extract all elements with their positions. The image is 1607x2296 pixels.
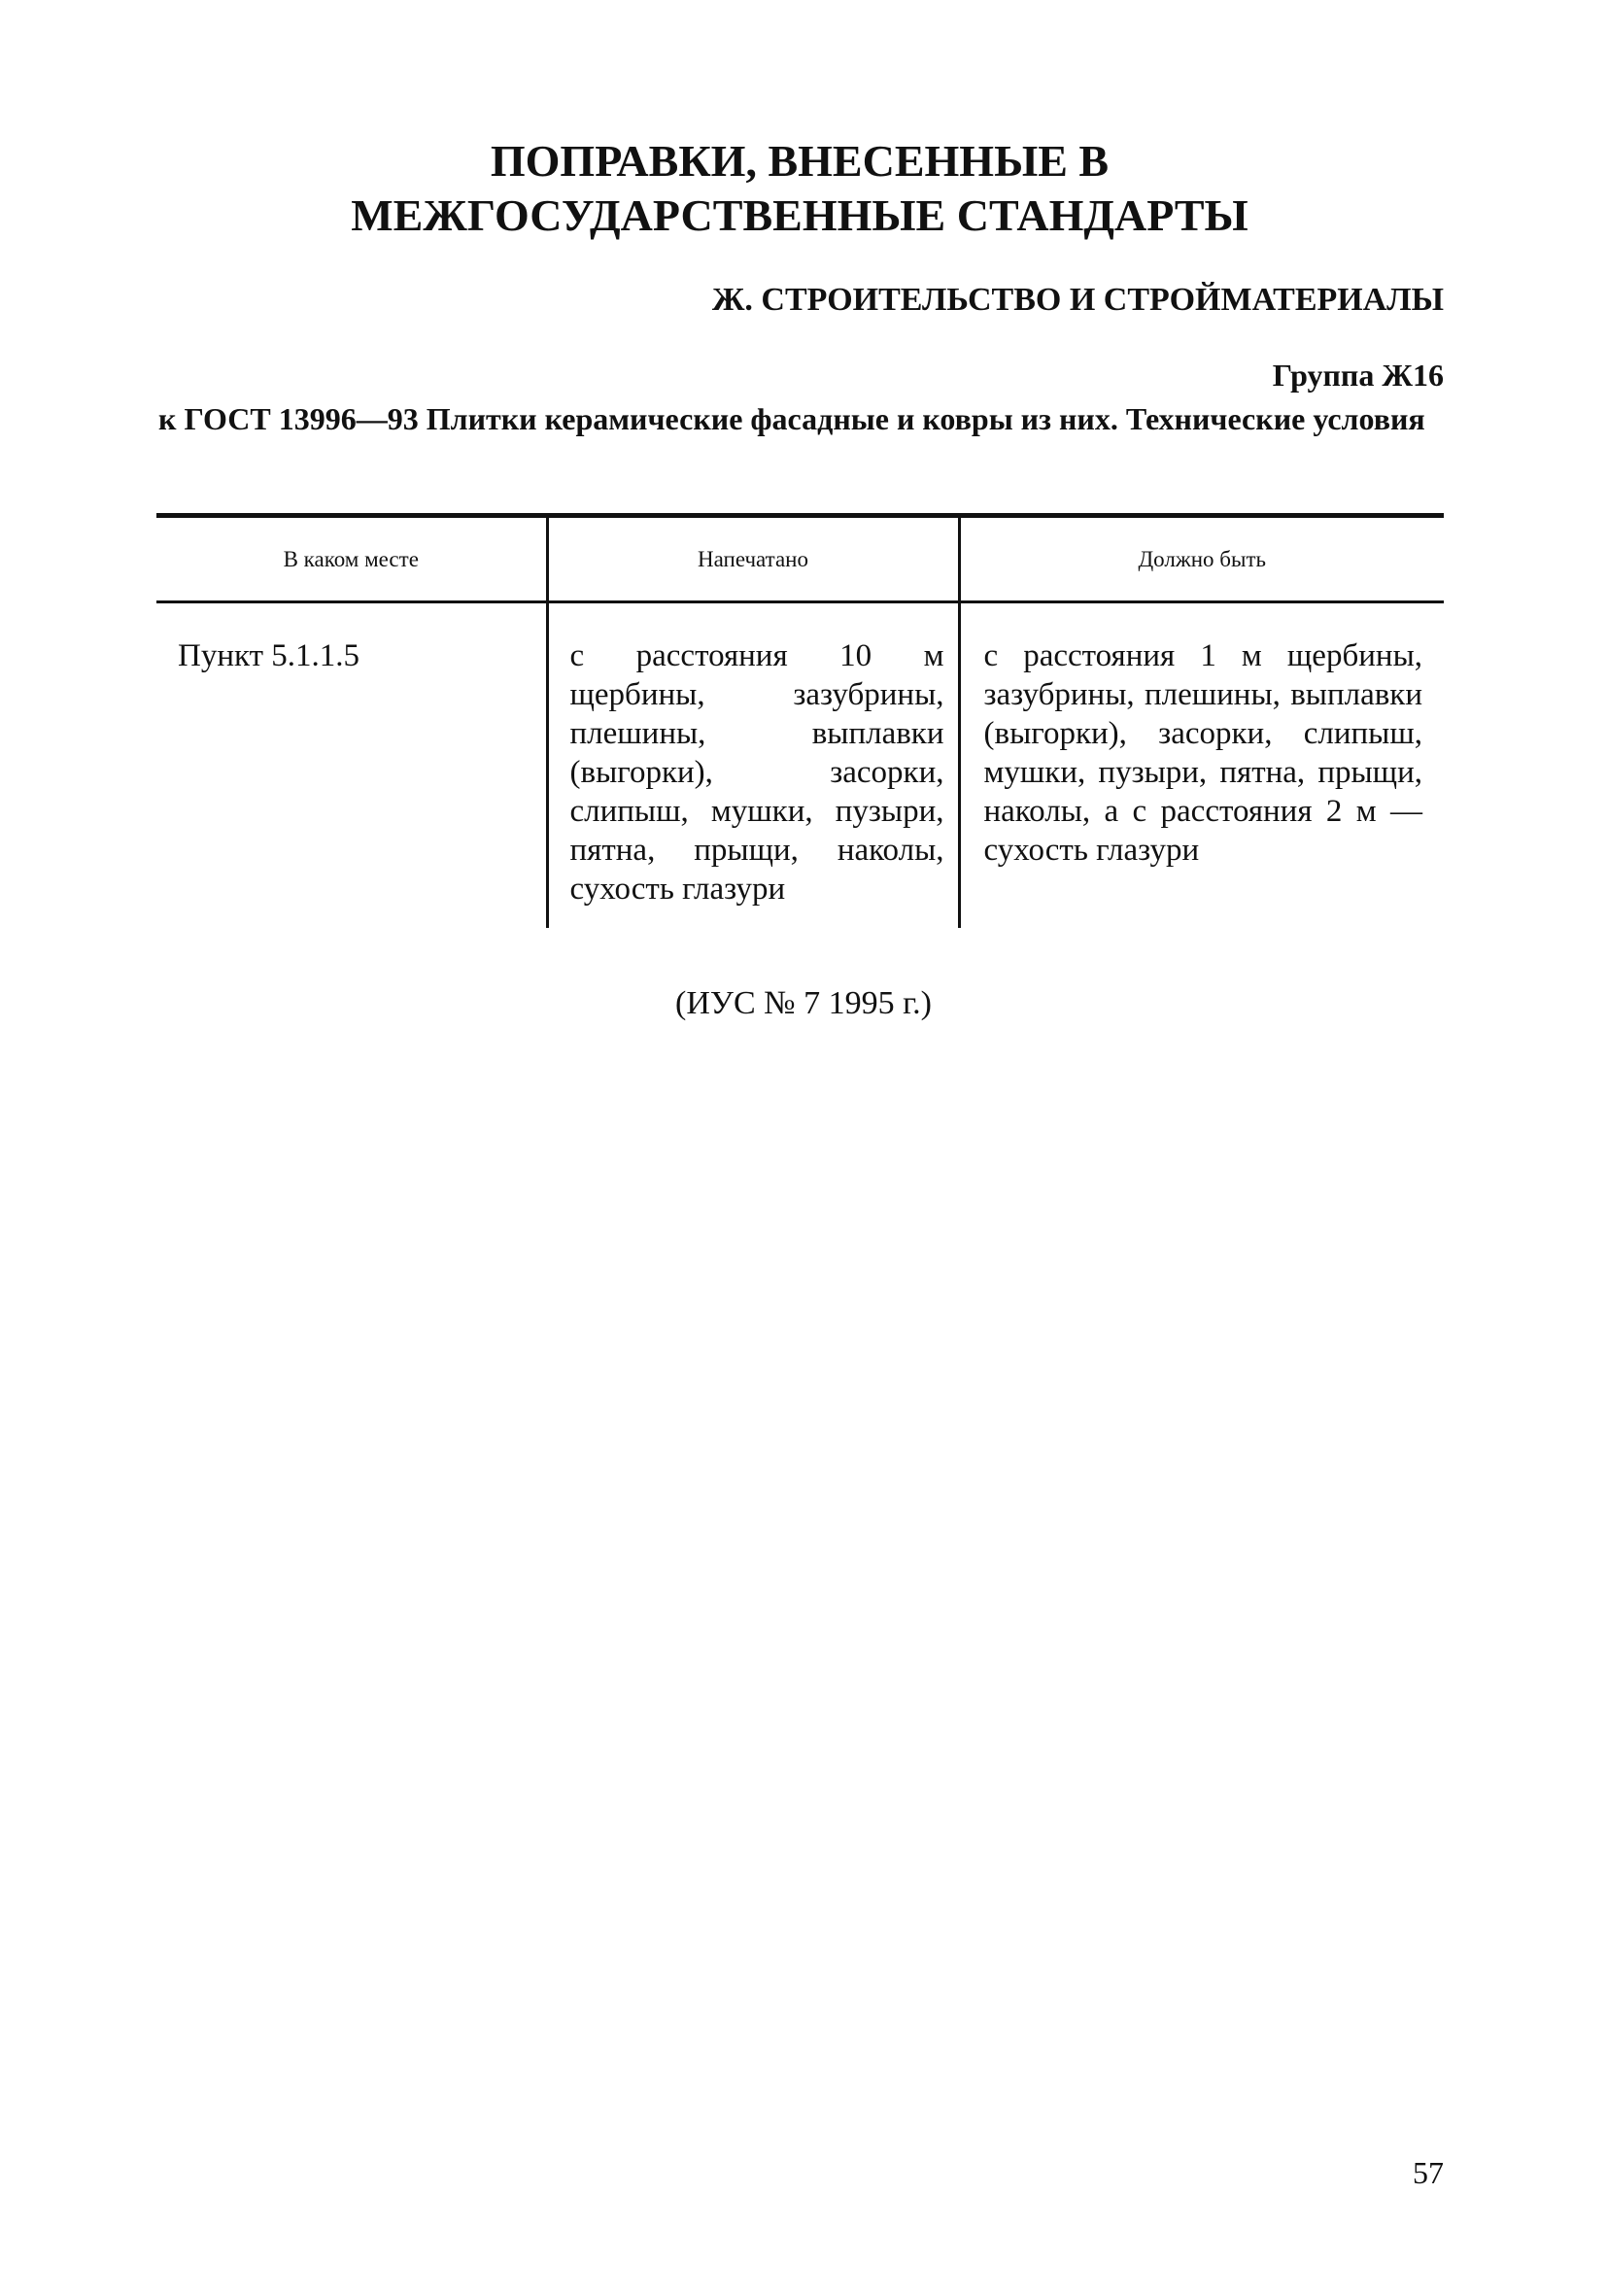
section-heading: Ж. СТРОИТЕЛЬСТВО И СТРОЙМАТЕРИАЛЫ (711, 282, 1444, 318)
source-reference: (ИУС № 7 1995 г.) (675, 985, 932, 1021)
cell-should-be: с расстояния 1 м щербины, зазубрины, плешины, выплавки (выгорки), засорки, слипыш, мушки, пузыри, пятна, прыщи, наколы, а с расстояния 2 м — сухость глазури (959, 602, 1444, 929)
page-number: 57 (1413, 2155, 1444, 2190)
column-header-printed: Напечатано (547, 516, 959, 602)
standard-title: к ГОСТ 13996—93 Плитки керамические фасадные и ковры из них. Технические условия (158, 401, 1425, 436)
cell-printed: с расстояния 10 м щербины, зазубрины, плешины, выплавки (выгорки), засорки, слипыш, мушки, пузыри, пятна, прыщи, наколы, сухость глазури (547, 602, 959, 929)
amendment-table (156, 513, 1444, 928)
page-title-line-1: ПОПРАВКИ, ВНЕСЕННЫЕ В (490, 136, 1110, 186)
column-header-should-be: Должно быть (959, 516, 1444, 602)
page-title-line-2: МЕЖГОСУДАРСТВЕННЫЕ СТАНДАРТЫ (351, 190, 1248, 240)
table-row (156, 602, 1444, 929)
page-title (155, 134, 1444, 243)
column-header-place: В каком месте (156, 516, 547, 602)
group-label: Группа Ж16 (1272, 358, 1444, 393)
table-header-row (156, 516, 1444, 602)
cell-place: Пункт 5.1.1.5 (178, 638, 360, 673)
